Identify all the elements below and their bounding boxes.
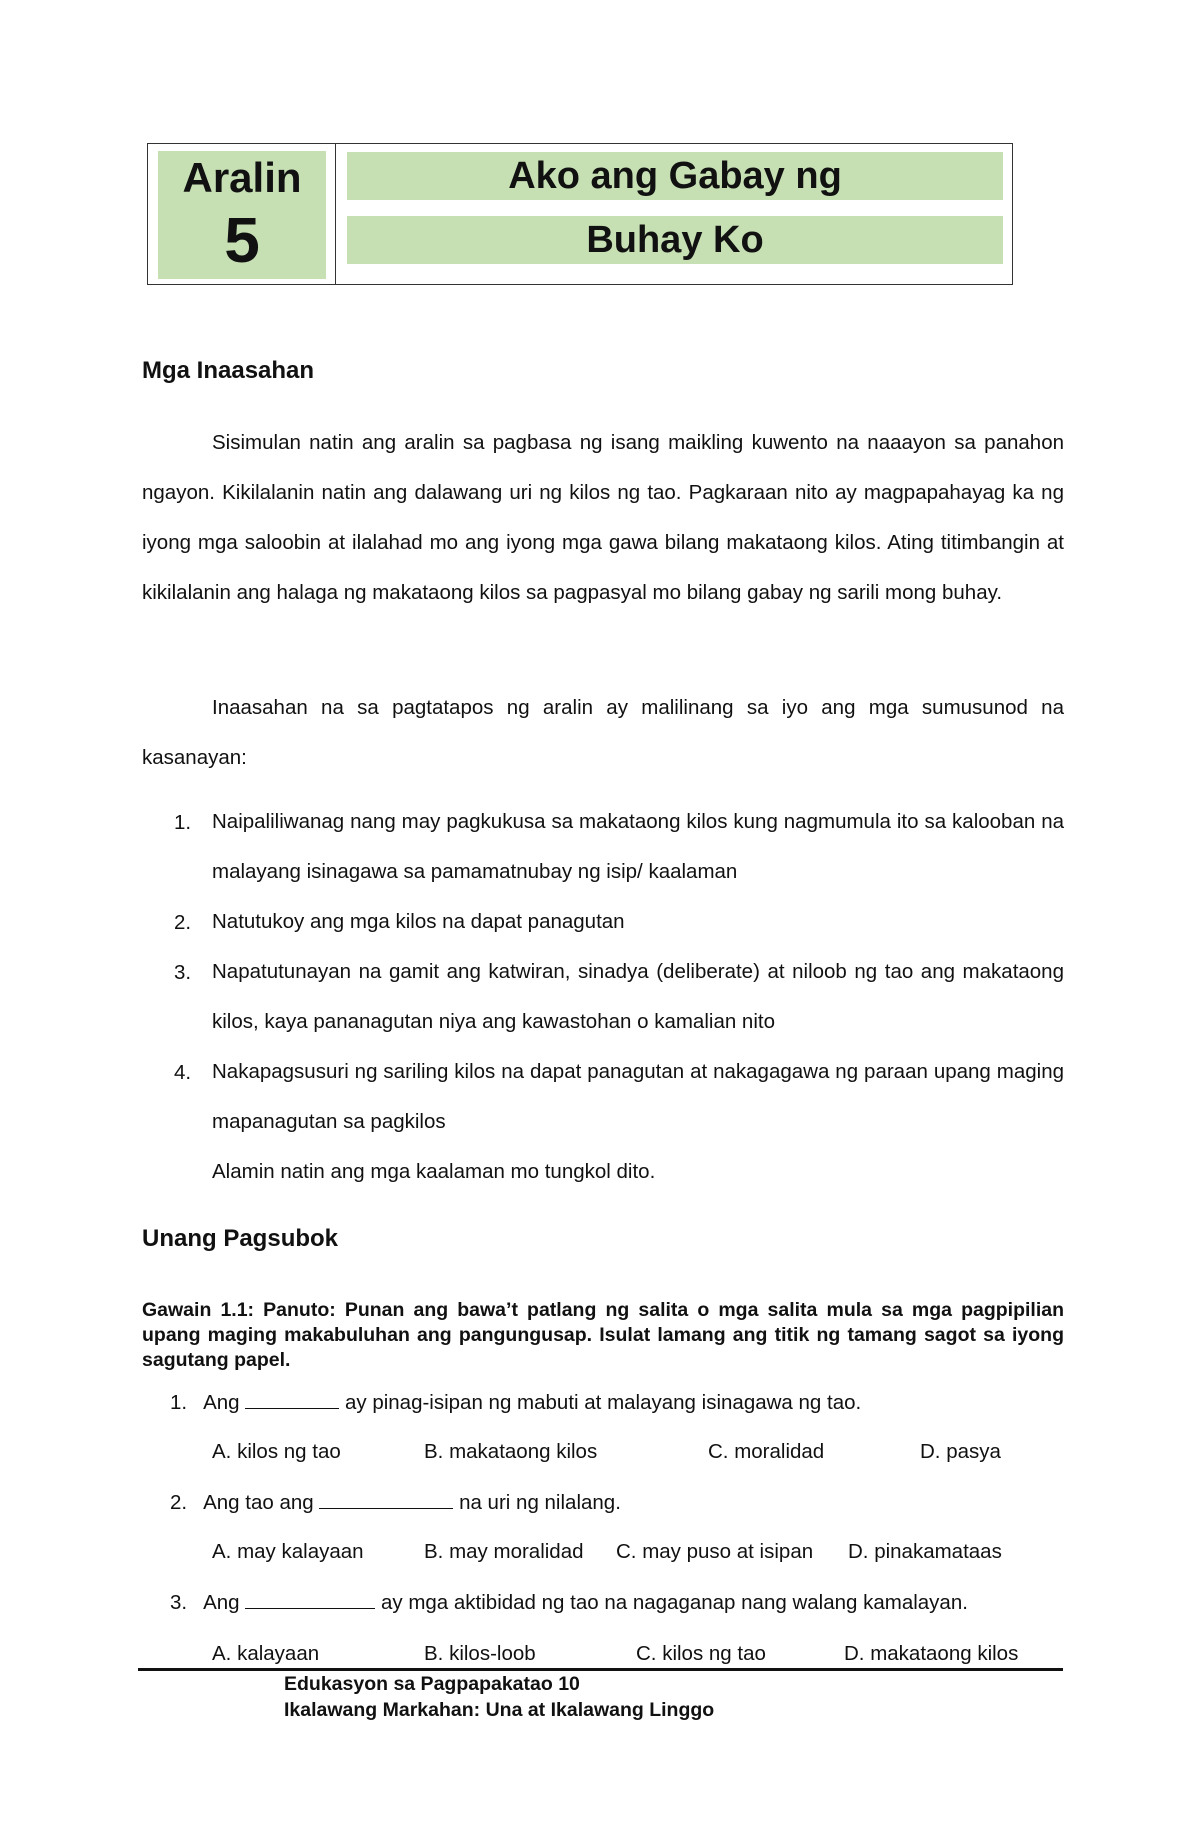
aralin-number: 5	[224, 204, 260, 276]
choice: A. kilos ng tao	[212, 1440, 341, 1463]
choice: D. pinakamataas	[848, 1540, 1002, 1563]
choice: B. may moralidad	[424, 1540, 584, 1563]
question-1	[170, 1390, 861, 1415]
footer-subject: Edukasyon sa Pagpapakatao 10	[284, 1673, 580, 1695]
section-heading-inaasahan: Mga Inaasahan	[142, 357, 315, 384]
choice: B. kilos-loob	[424, 1642, 536, 1665]
question-after: ay mga aktibidad ng tao na nagaganap nang walang kamalayan.	[380, 1591, 968, 1614]
header-divider	[335, 143, 336, 285]
answer-blank	[245, 1390, 339, 1409]
list-number: 1.	[174, 811, 192, 834]
question-after: na uri ng nilalang.	[459, 1491, 621, 1514]
choice: A. kalayaan	[212, 1642, 320, 1665]
aralin-cell	[158, 151, 326, 279]
question-3	[170, 1590, 968, 1615]
list-number: 4.	[174, 1061, 192, 1084]
choice: C. kilos ng tao	[636, 1642, 766, 1665]
question-2	[170, 1490, 621, 1515]
answer-blank	[319, 1490, 453, 1509]
lesson-title-line-2: Buhay Ko	[347, 216, 1003, 264]
footer-divider	[138, 1668, 1063, 1671]
list-item: Nakapagsusuri ng sariling kilos na dapat panagutan at nakagagawa ng paraan upang maging mapanagutan sa pagkilos	[212, 1060, 1064, 1133]
question-number: 2.	[170, 1491, 188, 1514]
expectations-paragraph: Inaasahan na sa pagtatapos ng aralin ay malilinang sa iyo ang mga sumusunod na kasanayan:	[142, 696, 1064, 769]
list-number: 3.	[174, 961, 192, 984]
choice: C. moralidad	[708, 1440, 825, 1463]
choice: B. makataong kilos	[424, 1440, 598, 1463]
choice: C. may puso at isipan	[616, 1540, 814, 1563]
question-before: Ang	[203, 1391, 240, 1414]
choice: D. pasya	[920, 1440, 1001, 1463]
question-number: 3.	[170, 1591, 188, 1614]
intro-paragraph: Sisimulan natin ang aralin sa pagbasa ng isang maikling kuwento na naaayon sa panahon ngayon. Kikilalanin natin ang dalawang uri ng kilos ng tao. Pagkaraan nito ay magpapahayag ka ng iyong mga saloobin at ilalahad mo ang iyong mga gawa bilang makataong kilos. Ating titimbangin at kikilalanin ang halaga ng makataong kilos sa pagpasyal mo bilang gabay ng sarili mong buhay.	[142, 431, 1064, 604]
choice: D. makataong kilos	[844, 1642, 1019, 1665]
answer-blank	[245, 1590, 375, 1609]
closing-line: Alamin natin ang mga kaalaman mo tungkol dito.	[212, 1160, 656, 1183]
task-instructions: Gawain 1.1: Panuto: Punan ang bawa’t patlang ng salita o mga salita mula sa mga pagpipilian upang maging makabuluhan ang pangungusap. Isulat lamang ang titik ng tamang sagot sa iyong sagutang papel.	[142, 1299, 1064, 1371]
footer-quarter: Ikalawang Markahan: Una at Ikalawang Linggo	[284, 1699, 715, 1721]
choice: A. may kalayaan	[212, 1540, 364, 1563]
list-number: 2.	[174, 911, 192, 934]
question-before: Ang tao ang	[203, 1491, 314, 1514]
list-item: Natutukoy ang mga kilos na dapat panagutan	[212, 910, 625, 933]
section-heading-pagsubok: Unang Pagsubok	[142, 1225, 339, 1252]
question-number: 1.	[170, 1391, 188, 1414]
aralin-label: Aralin	[182, 154, 302, 201]
list-item: Naipaliliwanag nang may pagkukusa sa makataong kilos kung nagmumula ito sa kalooban na malayang isinagawa sa pamamatnubay ng isip/ kaalaman	[212, 810, 1064, 883]
question-after: ay pinag-isipan ng mabuti at malayang isinagawa ng tao.	[344, 1391, 862, 1414]
question-before: Ang	[203, 1591, 240, 1614]
list-item: Napatutunayan na gamit ang katwiran, sinadya (deliberate) at niloob ng tao ang makataong kilos, kaya pananagutan niya ang kawastohan o kamalian nito	[212, 960, 1064, 1033]
lesson-title-line-1: Ako ang Gabay ng	[347, 152, 1003, 200]
